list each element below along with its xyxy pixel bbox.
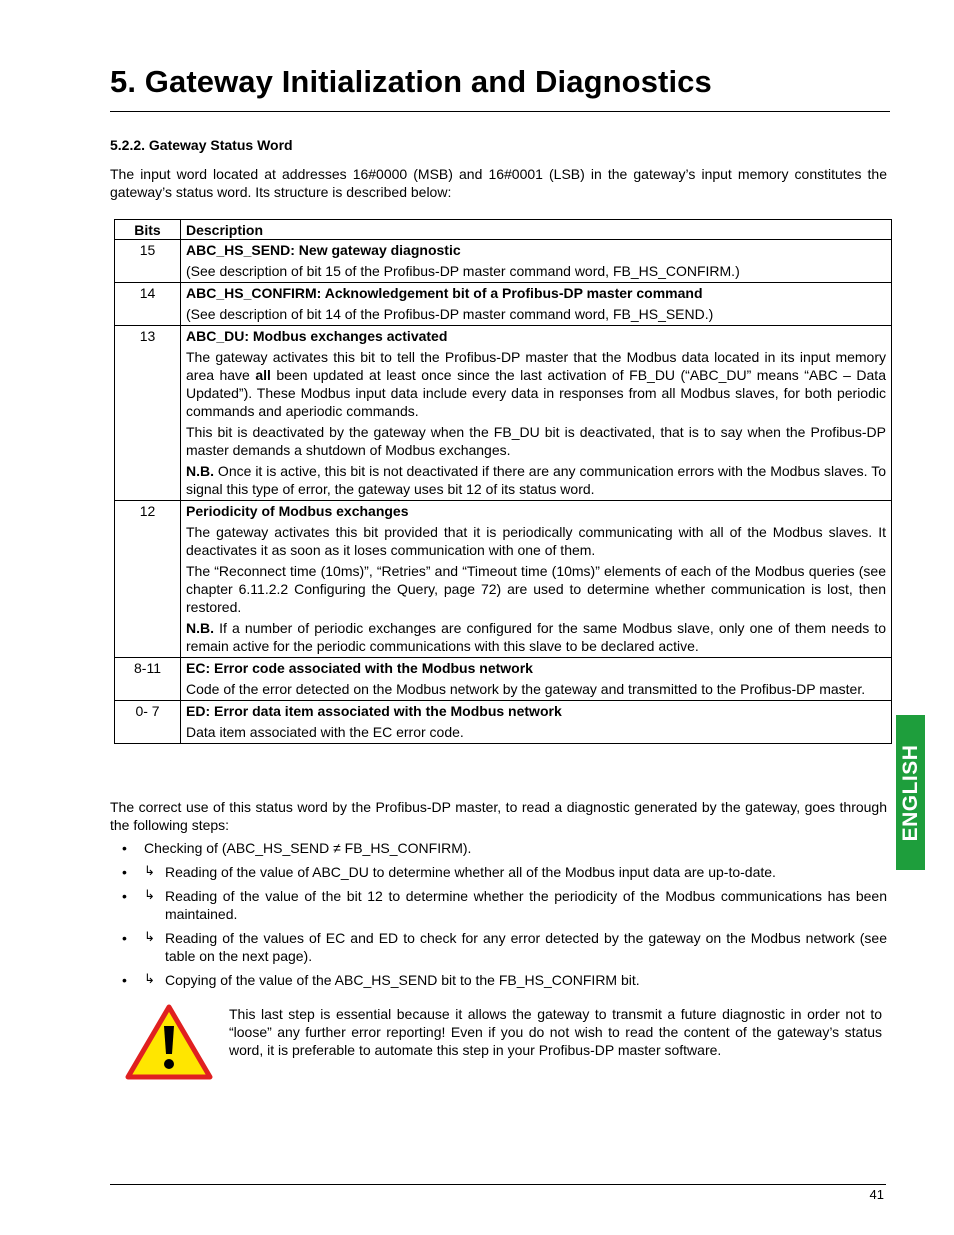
row-description: (See description of bit 14 of the Profibus-DP master command word, FB_HS_SEND.): [186, 306, 714, 322]
table-row: [115, 701, 892, 744]
row-title: ABC_DU: Modbus exchanges activated: [186, 328, 448, 344]
list-item: [110, 929, 887, 965]
description-cell: [181, 240, 892, 283]
page-title: 5. Gateway Initialization and Diagnostics: [110, 64, 712, 99]
arrow-icon: ↳: [144, 888, 155, 903]
bullet-icon: •: [122, 930, 127, 946]
page-number: 41: [869, 1187, 884, 1202]
list-item: [110, 839, 887, 857]
intro-paragraph: The input word located at addresses 16#0000 (MSB) and 16#0001 (LSB) in the gateway’s input memory constitutes the gateway’s status word. Its structure is described below:: [110, 166, 887, 200]
step-text: Reading of the value of the bit 12 to determine whether the periodicity of the Modbus communications has been maintained.: [165, 888, 887, 922]
bits-cell: 15: [115, 240, 181, 283]
bullet-icon: •: [122, 972, 127, 988]
table-row: [115, 240, 892, 283]
warning-text: This last step is essential because it allows the gateway to transmit a future diagnostic in order not to “loose” any further error reporting! Even if you do not wish to read the content of the gateway’s status word, it is preferable to automate this step in your Profibus-DP master software.: [229, 1006, 882, 1058]
nb-label: N.B.: [186, 463, 214, 479]
row-description: Data item associated with the EC error code.: [186, 724, 464, 740]
arrow-icon: ↳: [144, 972, 155, 987]
row-description: The gateway activates this bit provided that it is periodically communicating with all of the Modbus slaves. It deactivates it as soon as it loses communication with one of them.: [186, 524, 886, 558]
table-row: [115, 501, 892, 658]
row-title: ABC_HS_SEND: New gateway diagnostic: [186, 242, 461, 258]
row-description: [186, 348, 886, 420]
description-cell: [181, 501, 892, 658]
footer-divider: [110, 1184, 886, 1185]
row-title: Periodicity of Modbus exchanges: [186, 503, 409, 519]
list-item: [110, 863, 887, 881]
bullet-icon: •: [122, 864, 127, 880]
row-title: EC: Error code associated with the Modbus network: [186, 660, 533, 676]
nb-text: Once it is active, this bit is not deactivated if there are any communication errors with the Modbus slaves. To signal this type of error, the gateway uses bit 12 of its status word.: [186, 463, 886, 497]
row-description: (See description of bit 15 of the Profibus-DP master command word, FB_HS_CONFIRM.): [186, 263, 740, 279]
text-part: been updated at least once since the last activation of FB_DU (“ABC_DU” means “ABC – Data Updated”). These Modbus input data include every data in responses from all Modbus slaves, for both periodic commands and aperiodic commands.: [186, 367, 886, 419]
bits-cell: 8-11: [115, 658, 181, 701]
table-row: [115, 658, 892, 701]
bullet-icon: •: [122, 888, 127, 904]
row-description: Code of the error detected on the Modbus network by the gateway and transmitted to the Profibus-DP master.: [186, 681, 866, 697]
list-item: [110, 887, 887, 923]
row-title: ABC_HS_CONFIRM: Acknowledgement bit of a Profibus-DP master command: [186, 285, 703, 301]
description-cell: [181, 701, 892, 744]
description-cell: [181, 326, 892, 501]
bits-cell: 12: [115, 501, 181, 658]
table-header-row: [115, 220, 892, 240]
step-text: Reading of the values of EC and ED to check for any error detected by the gateway on the Modbus network (see table on the next page).: [165, 930, 887, 964]
step-text: Checking of (ABC_HS_SEND ≠ FB_HS_CONFIRM).: [144, 840, 472, 856]
title-divider: [110, 111, 890, 112]
row-note: [186, 462, 886, 498]
row-description: The “Reconnect time (10ms)”, “Retries” and “Timeout time (10ms)” elements of each of the Modbus queries (see chapter 6.11.2.2 Configuring the Query, page 72) are used to determine whether communication is lost, then restored.: [186, 563, 886, 615]
row-note: [186, 619, 886, 655]
row-title: ED: Error data item associated with the Modbus network: [186, 703, 562, 719]
description-cell: [181, 283, 892, 326]
table-row: [115, 326, 892, 501]
description-cell: [181, 658, 892, 701]
nb-text: If a number of periodic exchanges are configured for the same Modbus slave, only one of them needs to remain active for the periodic communications with this slave to be declared active.: [186, 620, 886, 654]
step-text: Reading of the value of ABC_DU to determine whether all of the Modbus input data are up-to-date.: [165, 864, 776, 880]
column-header-description: Description: [181, 220, 892, 240]
column-header-bits: Bits: [115, 220, 181, 240]
bits-cell: 0- 7: [115, 701, 181, 744]
nb-label: N.B.: [186, 620, 214, 636]
bullet-icon: •: [122, 840, 127, 856]
steps-intro-paragraph: The correct use of this status word by the Profibus-DP master, to read a diagnostic generated by the gateway, goes through the following steps:: [110, 799, 887, 833]
section-heading: 5.2.2. Gateway Status Word: [110, 137, 293, 153]
text-part: The gateway activates this bit to tell the Profibus-DP master that the Modbus data located in its input memory area have: [186, 349, 886, 383]
table-row: [115, 283, 892, 326]
row-description: This bit is deactivated by the gateway when the FB_DU bit is deactivated, that is to say when the Profibus-DP master demands a shutdown of Modbus exchanges.: [186, 424, 886, 458]
warning-triangle-icon: [125, 1004, 213, 1080]
bits-cell: 13: [115, 326, 181, 501]
arrow-icon: ↳: [144, 864, 155, 879]
status-word-table: [114, 219, 892, 744]
list-item: [110, 971, 887, 989]
steps-list: [110, 839, 887, 995]
language-tab-label: ENGLISH: [898, 744, 922, 841]
step-text: Copying of the value of the ABC_HS_SEND bit to the FB_HS_CONFIRM bit.: [165, 972, 640, 988]
language-tab: [896, 715, 925, 870]
arrow-icon: ↳: [144, 930, 155, 945]
emphasis-all: all: [255, 367, 271, 383]
bits-cell: 14: [115, 283, 181, 326]
